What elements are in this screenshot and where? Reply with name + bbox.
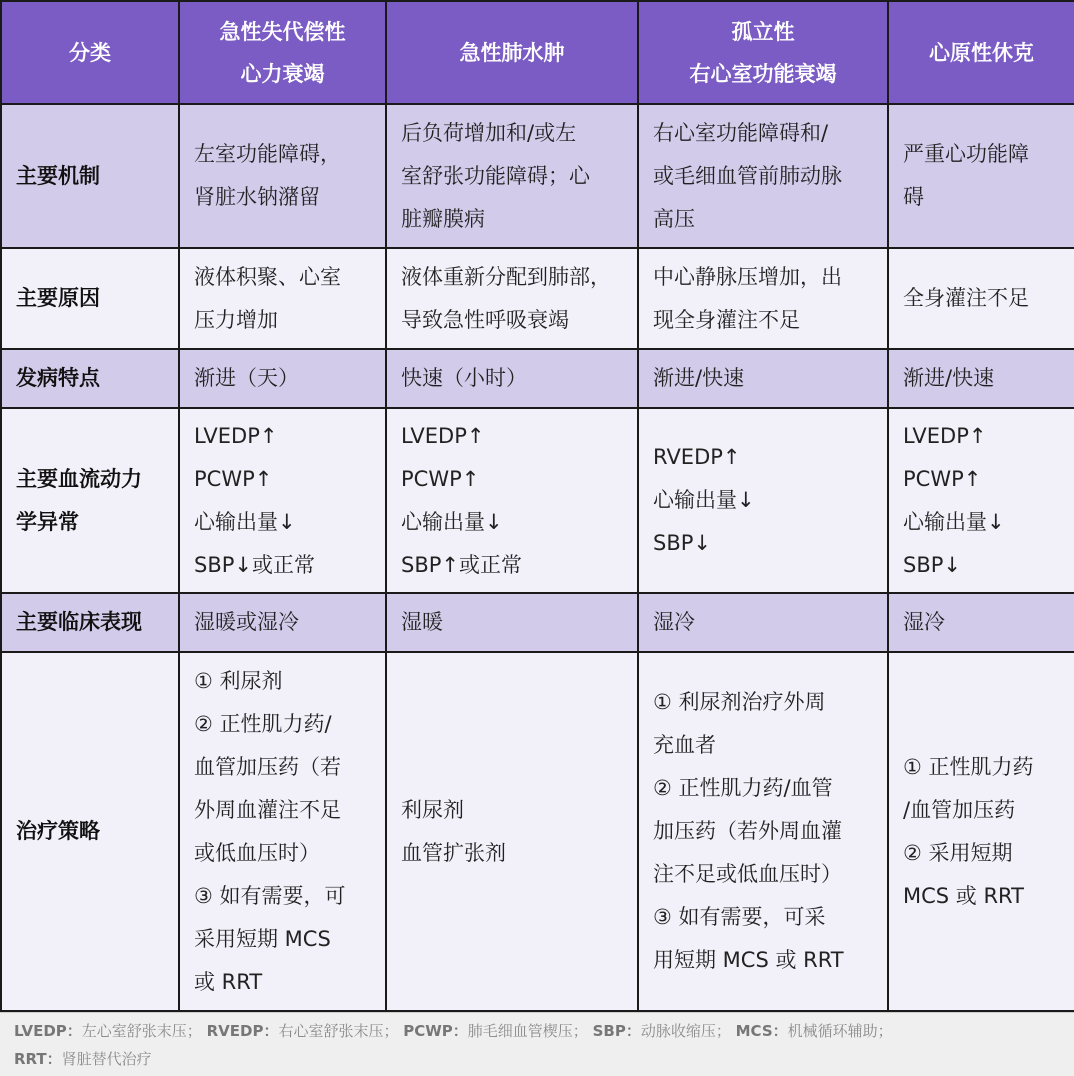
table-cell: 湿暖或湿冷 [179, 593, 386, 652]
row-label: 治疗策略 [1, 652, 179, 1011]
header-acute-pulmonary-edema: 急性肺水肿 [386, 1, 638, 104]
abbreviation-footnote [0, 1012, 1074, 1076]
table-cell: 右心室功能障碍和/ 或毛细血管前肺动脉 高压 [638, 104, 888, 248]
table-row [1, 408, 1074, 593]
row-label: 主要机制 [1, 104, 179, 248]
row-label: 主要原因 [1, 248, 179, 349]
table-cell: 中心静脉压增加，出 现全身灌注不足 [638, 248, 888, 349]
footnote-text: 动脉收缩压； [640, 1022, 731, 1040]
table-cell: 液体积聚、心室 压力增加 [179, 248, 386, 349]
table-cell: ① 正性肌力药 /血管加压药 ② 采用短期 MCS 或 RRT [888, 652, 1074, 1011]
header-row [1, 1, 1074, 104]
footnote-text: 机械循环辅助； [787, 1022, 893, 1040]
row-label: 主要临床表现 [1, 593, 179, 652]
row-label: 主要血流动力 学异常 [1, 408, 179, 593]
footnote-abbr: LVEDP： [14, 1022, 82, 1040]
table-cell: 快速（小时） [386, 349, 638, 408]
header-cardiogenic-shock: 心原性休克 [888, 1, 1074, 104]
table-cell: ① 利尿剂治疗外周 充血者 ② 正性肌力药/血管 加压药（若外周血灌 注不足或低血压时） ③ 如有需要，可采 用短期 MCS 或 RRT [638, 652, 888, 1011]
table-cell: LVEDP↑ PCWP↑ 心输出量↓ SBP↑或正常 [386, 408, 638, 593]
row-label: 发病特点 [1, 349, 179, 408]
table-cell: 左室功能障碍， 肾脏水钠潴留 [179, 104, 386, 248]
table-row [1, 248, 1074, 349]
table-cell: ① 利尿剂 ② 正性肌力药/ 血管加压药（若 外周血灌注不足 或低血压时） ③ 如有需要，可 采用短期 MCS 或 RRT [179, 652, 386, 1011]
header-isolated-rv-failure: 孤立性 右心室功能衰竭 [638, 1, 888, 104]
table-cell: 全身灌注不足 [888, 248, 1074, 349]
header-adhf: 急性失代偿性 心力衰竭 [179, 1, 386, 104]
table-row [1, 652, 1074, 1011]
footnote-text: 肾脏替代治疗 [61, 1050, 152, 1068]
table-cell: LVEDP↑ PCWP↑ 心输出量↓ SBP↓ [888, 408, 1074, 593]
footnote-text: 肺毛细血管楔压； [467, 1022, 588, 1040]
table-cell: 渐进/快速 [638, 349, 888, 408]
table-cell: LVEDP↑ PCWP↑ 心输出量↓ SBP↓或正常 [179, 408, 386, 593]
table-cell: 严重心功能障 碍 [888, 104, 1074, 248]
table-row [1, 104, 1074, 248]
table-cell: 湿冷 [888, 593, 1074, 652]
footnote-abbr: MCS： [735, 1022, 788, 1040]
table-cell: 湿暖 [386, 593, 638, 652]
table-row [1, 349, 1074, 408]
table-row [1, 593, 1074, 652]
footnote-abbr: RRT： [14, 1050, 62, 1068]
table-cell: 后负荷增加和/或左 室舒张功能障碍；心 脏瓣膜病 [386, 104, 638, 248]
footnote-abbr: SBP： [592, 1022, 641, 1040]
table-cell: 渐进（天） [179, 349, 386, 408]
footnote-abbr: PCWP： [403, 1022, 468, 1040]
table-cell: 利尿剂 血管扩张剂 [386, 652, 638, 1011]
footnote-text: 右心室舒张末压； [278, 1022, 399, 1040]
table-cell: 渐进/快速 [888, 349, 1074, 408]
table-cell: RVEDP↑ 心输出量↓ SBP↓ [638, 408, 888, 593]
footnote-text: 左心室舒张末压； [81, 1022, 202, 1040]
footnote-abbr: RVEDP： [206, 1022, 279, 1040]
table-cell: 湿冷 [638, 593, 888, 652]
table-cell: 液体重新分配到肺部， 导致急性呼吸衰竭 [386, 248, 638, 349]
header-category: 分类 [1, 1, 179, 104]
